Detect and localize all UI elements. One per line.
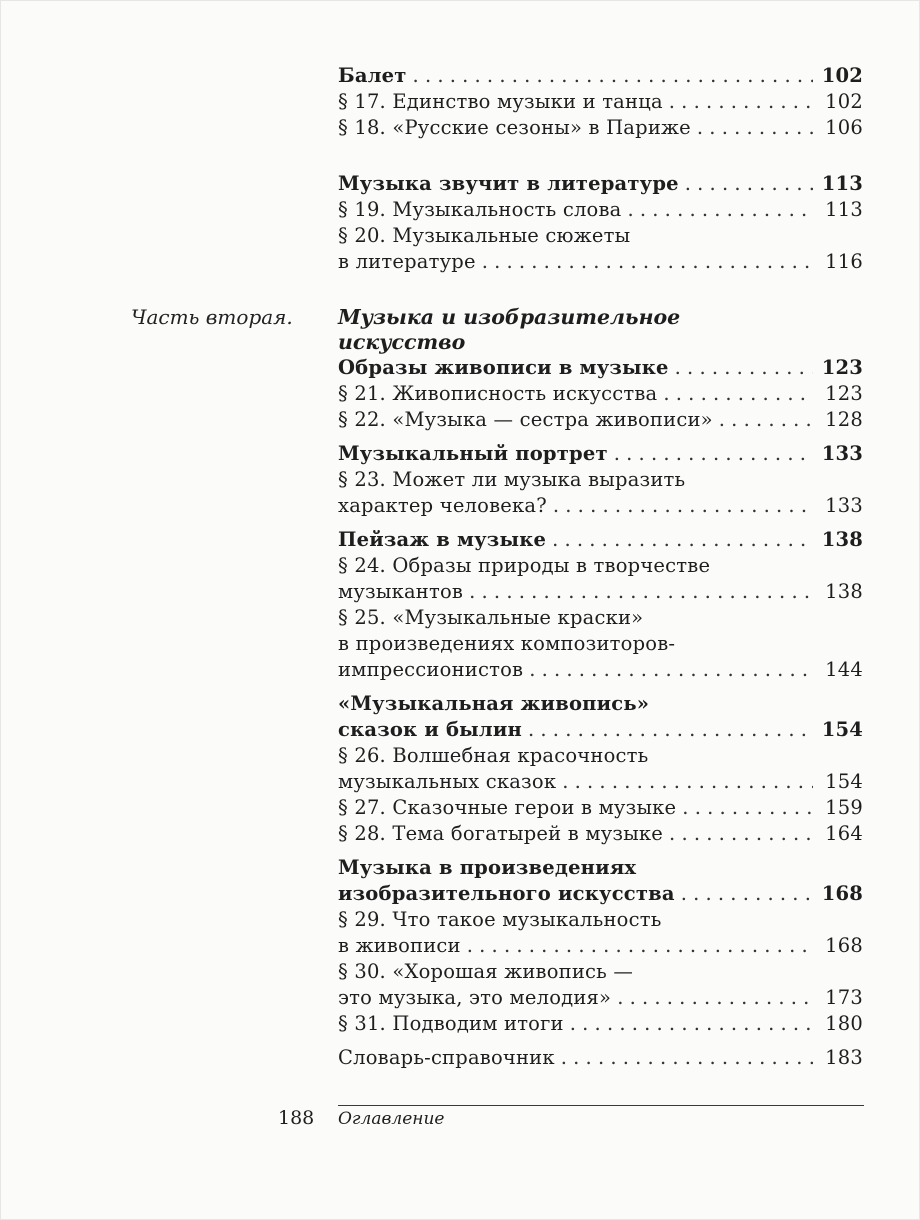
toc-entry-title: в живописи: [338, 934, 461, 957]
toc-page-number: 102: [821, 64, 863, 87]
dot-leader: [685, 171, 813, 197]
dot-leader: [561, 1045, 813, 1071]
toc-entry-title: § 27. Сказочные герои в музыке: [338, 796, 677, 819]
dot-leader: [614, 441, 813, 467]
toc-section-entry: [338, 171, 863, 197]
toc-entry-title: в произведениях композиторов-: [338, 632, 676, 655]
toc-item-entry: [338, 407, 863, 433]
toc-entry-title: § 18. «Русские сезоны» в Париже: [338, 116, 691, 139]
toc-entry-title: музыкантов: [338, 580, 464, 603]
toc-page-number: 123: [825, 382, 863, 405]
dot-leader: [529, 657, 813, 683]
toc-page-number: 138: [825, 580, 863, 603]
toc-entry-title: § 24. Образы природы в творчестве: [338, 554, 711, 577]
toc-section-entry: [338, 63, 863, 89]
dot-leader: [682, 795, 813, 821]
toc-entry-title: § 30. «Хорошая живопись —: [338, 960, 634, 983]
toc-page-number: 116: [825, 250, 863, 273]
toc-section-entry: [338, 441, 863, 467]
toc-section-entry: [338, 691, 863, 743]
toc-entry-title: изобразительного искусства: [338, 882, 675, 905]
toc-top-block: [338, 63, 863, 275]
toc-item-entry: [338, 467, 863, 519]
toc-entry-title: сказок и былин: [338, 718, 523, 741]
toc-item-entry: [338, 795, 863, 821]
toc-page-number: 168: [825, 934, 863, 957]
toc-entry-title: § 28. Тема богатырей в музыке: [338, 822, 664, 845]
toc-item-entry: [338, 223, 863, 275]
toc-entry-title: импрессионистов: [338, 658, 524, 681]
dot-leader: [669, 89, 813, 115]
toc-section-entry: [338, 855, 863, 907]
toc-entry-title: Пейзаж в музыке: [338, 528, 547, 551]
toc-entry-title: § 25. «Музыкальные краски»: [338, 606, 644, 629]
toc-page-number: 164: [825, 822, 863, 845]
toc-item-entry: [338, 907, 863, 959]
toc-entry-title: Образы живописи в музыке: [338, 356, 669, 379]
toc-section-entry: [338, 527, 863, 553]
toc-entry-title: в литературе: [338, 250, 476, 273]
part-label: Часть вторая.: [131, 305, 293, 329]
toc-page-number: 144: [825, 658, 863, 681]
toc-page-number: 133: [821, 442, 863, 465]
toc-entry-title: § 20. Музыкальные сюжеты: [338, 224, 631, 247]
toc-item-entry: [338, 605, 863, 683]
toc-page-number: 154: [821, 718, 863, 741]
toc-entry-title: § 31. Подводим итоги: [338, 1012, 564, 1035]
dot-leader: [482, 249, 813, 275]
footer-page-number: 188: [278, 1107, 315, 1129]
toc-item-entry: [338, 1011, 863, 1037]
part-title-line: Музыка и изобразительное: [338, 305, 681, 329]
toc-entry-title: § 26. Волшебная красочность: [338, 744, 649, 767]
toc-item-entry: [338, 381, 863, 407]
toc-page-number: 102: [825, 90, 863, 113]
toc-page-number: 106: [825, 116, 863, 139]
toc-entry-title: это музыка, это мелодия»: [338, 986, 612, 1009]
toc-entry-title: Музыка звучит в литературе: [338, 172, 679, 195]
toc-page-number: 113: [821, 172, 863, 195]
toc-entry-title: «Музыкальная живопись»: [338, 692, 650, 715]
dot-leader: [675, 355, 813, 381]
toc-entry-title: § 19. Музыкальность слова: [338, 198, 622, 221]
toc-section-entry: [338, 355, 863, 381]
dot-leader: [697, 115, 813, 141]
toc-item-entry: [338, 959, 863, 1011]
toc-page-number: 128: [825, 408, 863, 431]
toc-page-number: 113: [825, 198, 863, 221]
toc-item-entry: [338, 553, 863, 605]
dot-leader: [553, 493, 813, 519]
footer-title: Оглавление: [338, 1109, 445, 1129]
dot-leader: [413, 63, 813, 89]
toc-page-number: 183: [825, 1046, 863, 1069]
dot-leader: [562, 769, 813, 795]
dot-leader: [669, 821, 813, 847]
toc-entry-title: § 29. Что такое музыкальность: [338, 908, 662, 931]
part-title: [338, 305, 863, 355]
dot-leader: [663, 381, 813, 407]
toc-entry-title: Словарь-справочник: [338, 1046, 555, 1069]
toc-item-entry: [338, 743, 863, 795]
dot-leader: [617, 985, 813, 1011]
toc-entry-title: § 21. Живописность искусства: [338, 382, 658, 405]
footer-rule: [338, 1105, 864, 1106]
part-title-line: искусство: [338, 330, 466, 354]
toc-page-number: 173: [825, 986, 863, 1009]
toc-page-number: 180: [825, 1012, 863, 1035]
dot-leader: [627, 197, 813, 223]
dot-leader: [469, 579, 813, 605]
toc-item-entry: [338, 89, 863, 115]
dot-leader: [681, 881, 813, 907]
toc-item-entry: [338, 197, 863, 223]
toc-page-number: 159: [825, 796, 863, 819]
toc-entry-title: Музыкальный портрет: [338, 442, 608, 465]
dot-leader: [552, 527, 813, 553]
toc-page-number: 168: [821, 882, 863, 905]
toc-item-entry: [338, 821, 863, 847]
dot-leader: [719, 407, 813, 433]
toc-entry-title: музыкальных сказок: [338, 770, 557, 793]
table-of-contents: [338, 63, 863, 1071]
toc-entry-title: § 17. Единство музыки и танца: [338, 90, 663, 113]
toc-entry-title: § 22. «Музыка — сестра живописи»: [338, 408, 713, 431]
toc-page-number: 133: [825, 494, 863, 517]
dot-leader: [528, 717, 813, 743]
toc-appendix-entry: [338, 1045, 863, 1071]
toc-page-number: 154: [825, 770, 863, 793]
toc-item-entry: [338, 115, 863, 141]
toc-part-block: [338, 355, 863, 1071]
dot-leader: [570, 1011, 813, 1037]
toc-entry-title: § 23. Может ли музыка выразить: [338, 468, 686, 491]
toc-page-number: 123: [821, 356, 863, 379]
toc-entry-title: Балет: [338, 64, 407, 87]
toc-page-number: 138: [821, 528, 863, 551]
toc-entry-title: Музыка в произведениях: [338, 856, 637, 879]
dot-leader: [467, 933, 813, 959]
toc-entry-title: характер человека?: [338, 494, 547, 517]
